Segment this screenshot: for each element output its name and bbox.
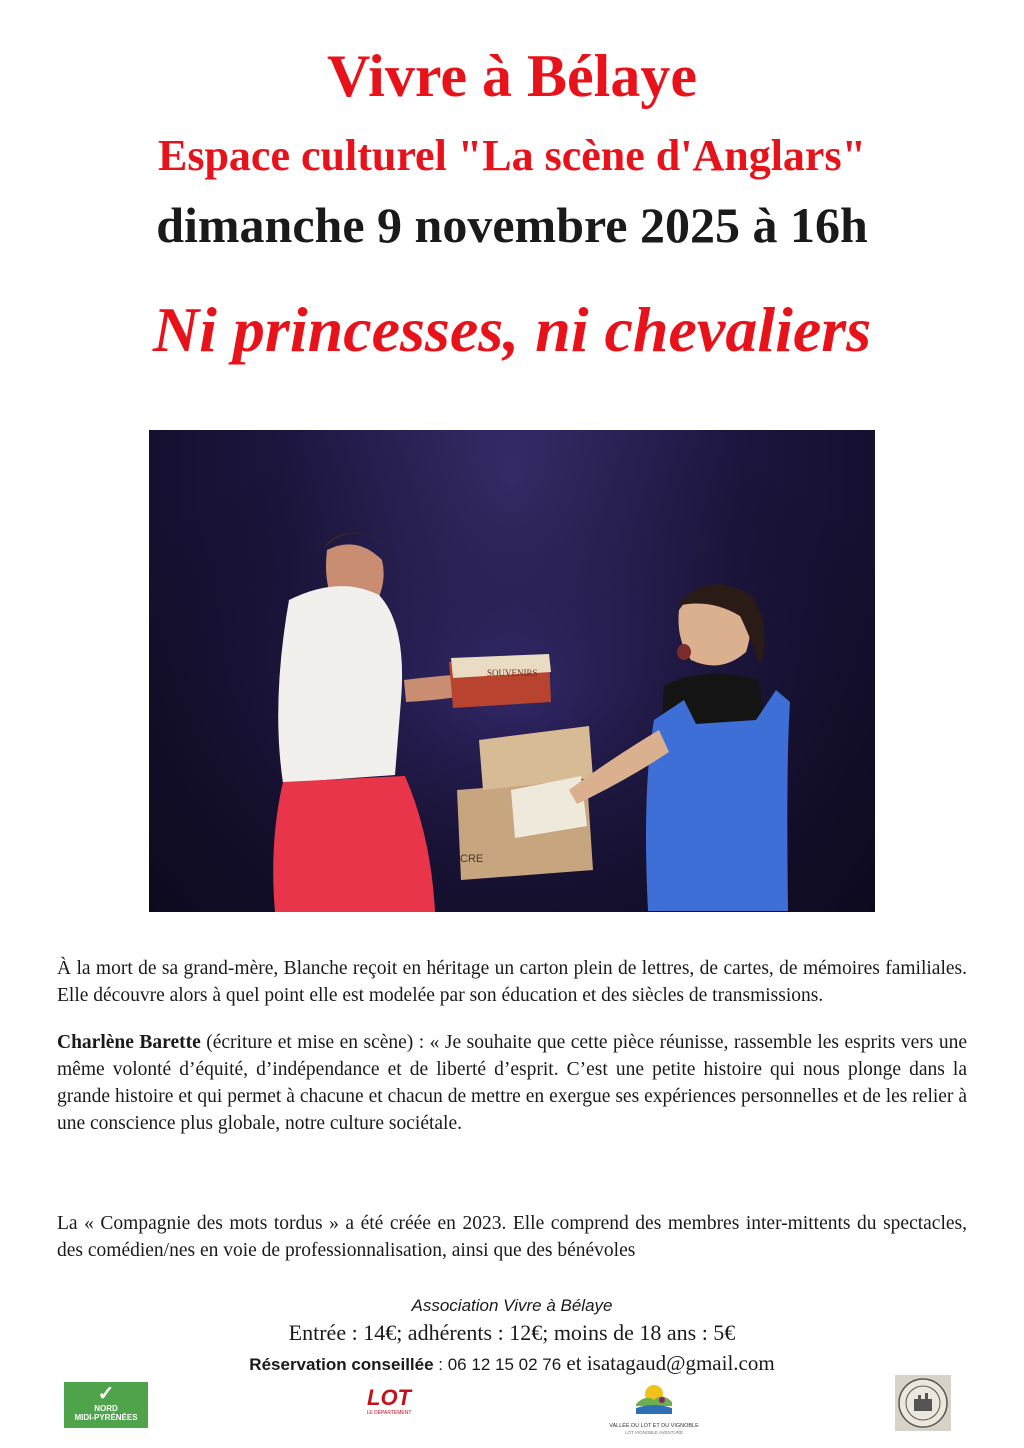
lot-subtitle: LE DÉPARTEMENT xyxy=(366,1410,412,1416)
paragraph-company: La « Compagnie des mots tordus » a été créée en 2023. Elle comprend des membres inter-mittents du spectacles, des comédien/nes en voie de professionnalisation, ainsi que des bénévoles xyxy=(57,1213,967,1261)
reservation-line xyxy=(0,1351,1024,1376)
vallee-line2: LOT VIGNOBLE AVENTURE xyxy=(624,1430,684,1435)
reservation-phone: : 06 12 15 02 76 xyxy=(433,1355,562,1374)
title-association: Vivre à Bélaye xyxy=(327,43,697,109)
vallee-line1: VALLÉE DU LOT ET DU VIGNOBLE xyxy=(609,1423,699,1429)
stage-scene-illustration xyxy=(149,430,875,912)
credit-agricole-line1: NORD xyxy=(94,1404,118,1413)
credit-agricole-logo xyxy=(64,1382,148,1428)
reservation-email: et isatagaud@gmail.com xyxy=(561,1351,775,1375)
show-title: Ni princesses, ni chevaliers xyxy=(152,294,872,365)
lot-mark: LOT xyxy=(367,1385,411,1410)
lot-departement-logo xyxy=(366,1386,412,1426)
vallee-du-lot-logo xyxy=(608,1382,700,1440)
reservation-label: Réservation conseillée xyxy=(249,1355,434,1374)
box-label: CRE xyxy=(460,853,484,865)
belaye-seal-logo xyxy=(895,1375,951,1431)
credit-agricole-line2: MIDI-PYRÉNÉES xyxy=(74,1413,138,1422)
ticket-prices: Entrée : 14€; adhérents : 12€; moins de 18 ans : 5€ xyxy=(288,1320,736,1345)
title-venue: Espace culturel "La scène d'Anglars" xyxy=(157,131,867,180)
title-date: dimanche 9 novembre 2025 à 16h xyxy=(156,197,868,253)
book-label: SOUVENIRS xyxy=(487,668,538,678)
author-quote-text: (écriture et mise en scène) : « Je souhaite que cette pièce réunisse, rassemble les esprits vers une même volonté d’équité, d’indépendance et de liberté d’esprit. C’est une petite histoire qui nous plonge dans la grande histoire et qui permet à chacune et chacun de mettre en exergue ses expériences personnelles et de les relier à une conscience plus globale, notre culture sociétale. xyxy=(57,1032,967,1134)
author-name: Charlène Barette xyxy=(57,1032,201,1053)
prop-book xyxy=(449,654,551,708)
vineyard-icon xyxy=(634,1382,674,1416)
seal-icon xyxy=(895,1375,951,1431)
association-name: Association Vivre à Bélaye xyxy=(411,1296,613,1315)
paragraph-synopsis: À la mort de sa grand-mère, Blanche reçoit en héritage un carton plein de lettres, de cartes, de mémoires familiales. Elle découvre alors à quel point elle est modelée par son éducation et des siècles de transmissions. xyxy=(57,958,967,1006)
paragraph-author-quote xyxy=(57,1029,967,1137)
show-photo xyxy=(149,430,875,912)
credit-agricole-icon: ✓ xyxy=(97,1383,115,1405)
